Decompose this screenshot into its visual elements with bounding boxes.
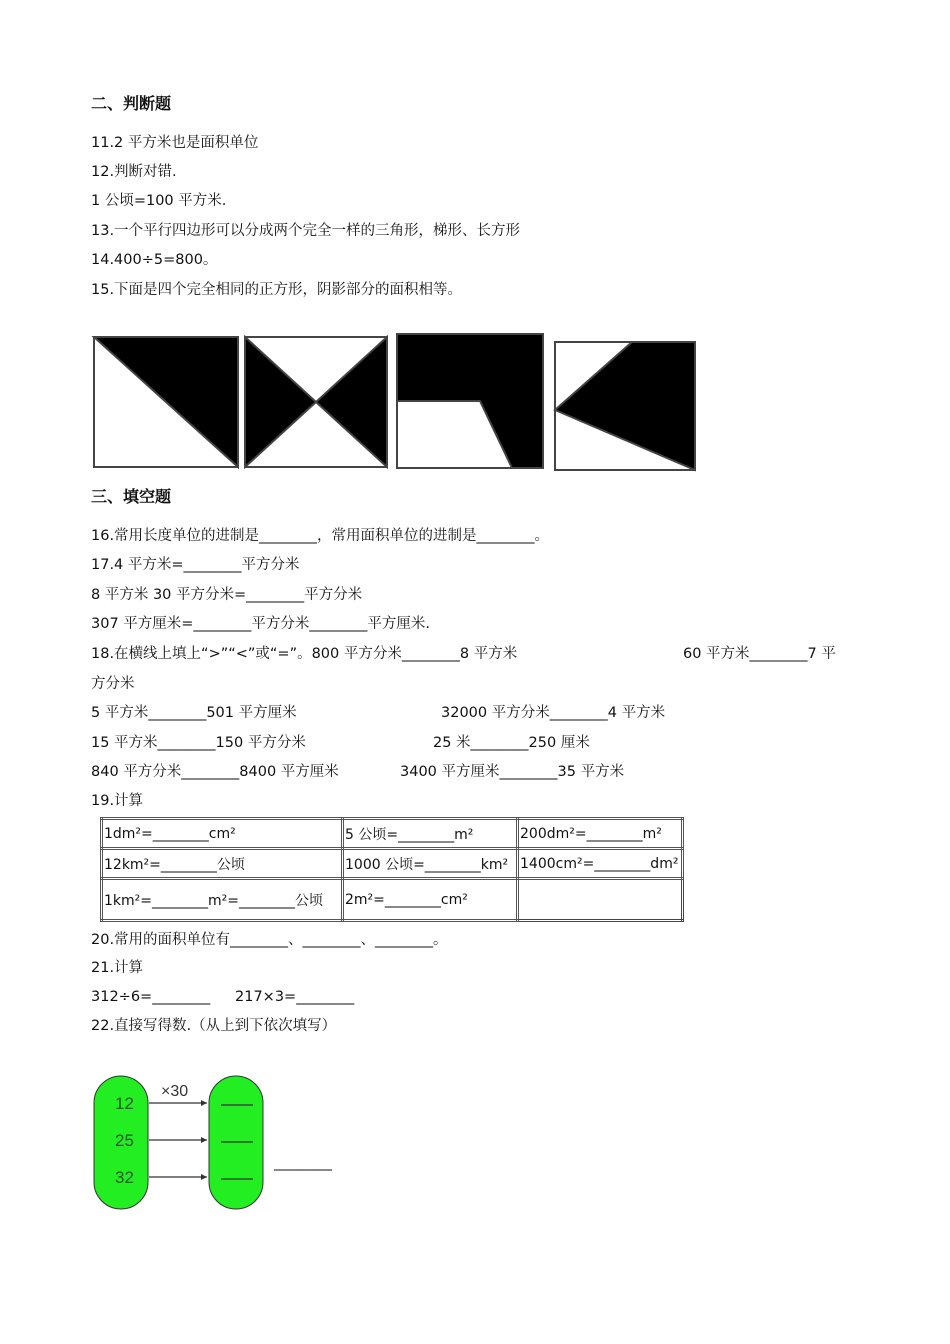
table-cell: 1dm²=________cm²	[102, 819, 343, 849]
question-18: 18.在横线上填上“>”“<”或“=”。800 平方分米________8 平方米	[91, 646, 518, 662]
question-17b: 8 平方米 30 平方分米=________平方分米	[91, 587, 363, 603]
question-18-wrap: 方分米	[91, 676, 135, 692]
question-11: 11.2 平方米也是面积单位	[91, 135, 259, 151]
squares-figure	[0, 0, 950, 480]
table-cell: 1km²=________m²=________公顷	[102, 879, 343, 921]
question-21b: 217×3=________	[235, 989, 355, 1005]
question-18-item: 3400 平方厘米________35 平方米	[400, 764, 625, 780]
input-value: 32	[115, 1168, 134, 1187]
question-12: 12.判断对错.	[91, 164, 177, 180]
question-18-item: 15 平方米________150 平方分米	[91, 735, 306, 751]
question-14: 14.400÷5=800。	[91, 252, 218, 268]
question-21: 21.计算	[91, 960, 144, 976]
question-19: 19.计算	[91, 793, 144, 809]
question-12-statement: 1 公顷=100 平方米.	[91, 193, 227, 209]
table-cell-empty	[518, 879, 683, 921]
table-cell: 5 公顷=________m²	[343, 819, 518, 849]
section-heading-fill: 三、填空题	[91, 487, 172, 506]
question-18-item2: 60 平方米________7 平	[683, 646, 836, 662]
input-value: 12	[115, 1094, 134, 1113]
question-18-item: 25 米________250 厘米	[433, 735, 590, 751]
question-17c: 307 平方厘米=________平方分米________平方厘米.	[91, 616, 431, 632]
question-18-item: 840 平方分米________8400 平方厘米	[91, 764, 339, 780]
question-18-item: 5 平方米________501 平方厘米	[91, 705, 297, 721]
question-17: 17.4 平方米=________平方分米	[91, 557, 300, 573]
section-heading-judgement: 二、判断题	[91, 94, 172, 113]
table-cell: 1400cm²=________dm²	[518, 849, 683, 879]
question-22: 22.直接写得数.（从上到下依次填写）	[91, 1018, 337, 1034]
conversion-table	[100, 817, 684, 922]
operation-label: ×30	[161, 1083, 189, 1100]
multiplication-diagram	[85, 1070, 285, 1215]
question-16: 16.常用长度单位的进制是________，常用面积单位的进制是________。	[91, 528, 550, 544]
table-cell: 1000 公顷=________km²	[343, 849, 518, 879]
answer-blank: ________	[274, 1155, 332, 1171]
table-cell: 2m²=________cm²	[343, 879, 518, 921]
question-21a: 312÷6=________	[91, 989, 211, 1005]
table-cell: 12km²=________公顷	[102, 849, 343, 879]
input-value: 25	[115, 1131, 134, 1150]
question-15: 15.下面是四个完全相同的正方形，阴影部分的面积相等。	[91, 282, 463, 298]
table-cell: 200dm²=________m²	[518, 819, 683, 849]
question-18-item: 32000 平方分米________4 平方米	[441, 705, 666, 721]
question-13: 13.一个平行四边形可以分成两个完全一样的三角形，梯形、长方形	[91, 223, 521, 239]
question-20: 20.常用的面积单位有________、________、________。	[91, 932, 448, 948]
